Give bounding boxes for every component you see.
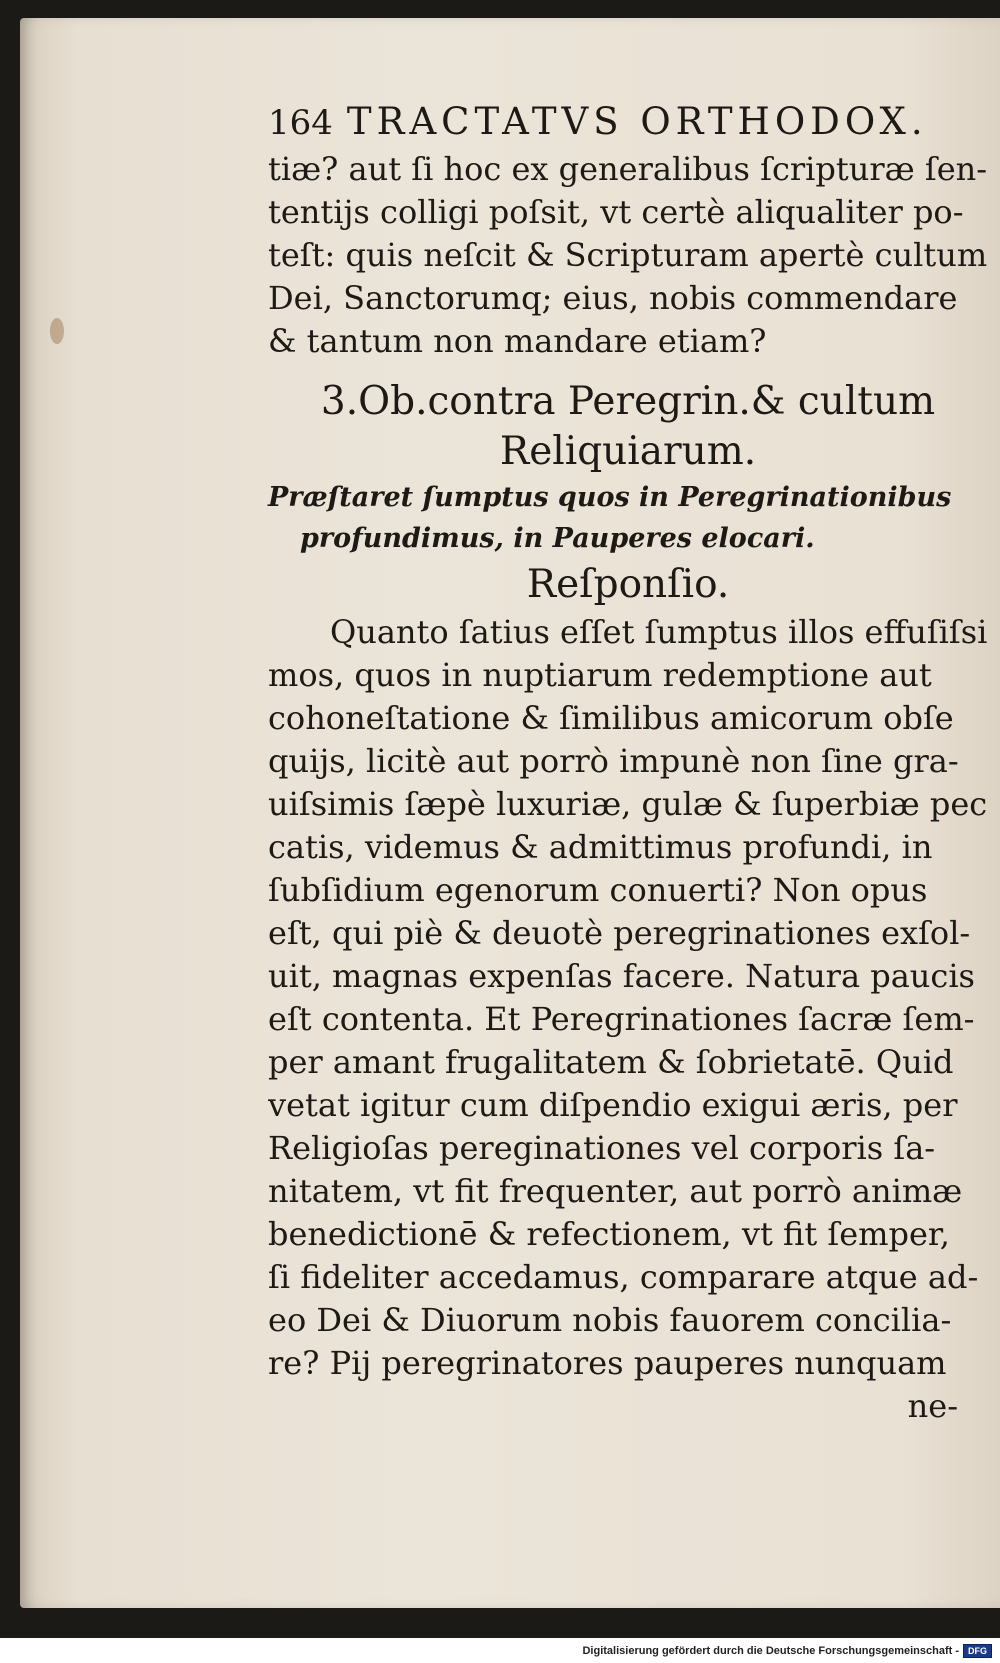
section-heading-line-1: 3.Ob.contra Peregrin.& cultum (320, 379, 936, 424)
text-line: re? Pij peregrinatores pauperes nunquam (268, 1344, 947, 1382)
text-line: benedictionē & refectionem, vt fit ſemper, (268, 1215, 950, 1253)
digitization-footer (582, 1644, 992, 1658)
response-heading: Reſponſio. (526, 562, 730, 607)
text-line: catis, videmus & admittimus profundi, in (268, 828, 933, 866)
text-line: tiæ? aut ſi hoc ex generalibus ſcripturæ ſen- (268, 150, 988, 188)
text-line: vetat igitur cum diſpendio exigui æris, per (268, 1086, 958, 1124)
paragraph-2 (268, 611, 988, 1385)
text-line: mos, quos in nuptiarum redemptione aut (268, 656, 932, 694)
dfg-logo: DFG (963, 1644, 992, 1658)
text-line: uiſsimis ſæpè luxuriæ, gulæ & ſuperbiæ pec (268, 785, 988, 823)
text-line: Dei, Sanctorumq; eius, nobis commendare (268, 279, 958, 317)
text-line: quijs, licitè aut porrò impunè non ſine gra- (268, 742, 959, 780)
objection-line-1: Præſtaret ſumptus quos in Peregrinationibus (268, 482, 952, 513)
text-line: uit, magnas expenſas facere. Natura paucis (268, 957, 975, 995)
objection-line-2: profundimus, in Pauperes elocari. (300, 523, 815, 554)
text-line: eo Dei & Diuorum nobis fauorem concilia- (268, 1301, 952, 1339)
text-line: per amant frugalitatem & ſobrietatē. Quid (268, 1043, 954, 1081)
paragraph-1 (268, 148, 988, 363)
text-line: & tantum non mandare etiam? (268, 322, 767, 360)
text-line: eſt, qui piè & deuotè peregrinationes exſol- (268, 914, 971, 952)
text-line: nitatem, vt fit frequenter, aut porrò animæ (268, 1172, 963, 1210)
footer-credit: Digitalisierung gefördert durch die Deutsche Forschungsgemeinschaft - (582, 1645, 959, 1657)
text-line: ſubſidium egenorum conuerti? Non opus (268, 871, 928, 909)
section-heading-line-2: Reliquiarum. (499, 429, 757, 474)
catchword: ne- (907, 1387, 958, 1425)
text-line: eſt contenta. Et Peregrinationes ſacræ ſem- (268, 1000, 975, 1038)
running-head (268, 96, 988, 148)
running-title: TRACTATVS ORTHODOX. (346, 100, 928, 143)
text-line: teſt: quis neſcit & Scripturam apertè cultum (268, 236, 988, 274)
page-number: 164 (268, 103, 333, 143)
text-line: tentijs colligi poſsit, vt certè aliqualiter po- (268, 193, 964, 231)
page-text (268, 96, 988, 1428)
text-line: ſi fideliter accedamus, comparare atque ad- (268, 1258, 979, 1296)
text-line: Religioſas pereginationes vel corporis ſa- (268, 1129, 936, 1167)
page-stain (50, 318, 64, 344)
text-line: cohoneſtatione & ſimilibus amicorum obſe (268, 699, 954, 737)
text-line: Quanto ſatius eſſet ſumptus illos effuſiſsi (330, 613, 988, 651)
